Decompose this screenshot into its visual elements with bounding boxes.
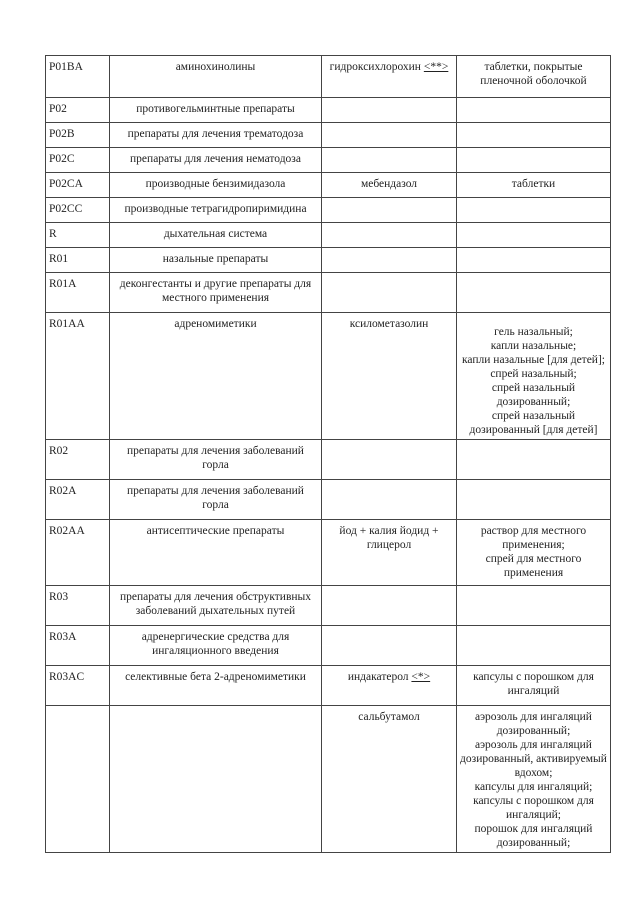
drug-name-cell: йод + калия йодид + глицерол [322, 520, 457, 586]
table-row [46, 173, 611, 198]
footnote-reference: <**> [423, 61, 449, 73]
table-row [46, 706, 611, 853]
group-name-cell: препараты для лечения трематодоза [110, 123, 322, 148]
drug-registry-table [45, 55, 611, 853]
table-row [46, 586, 611, 626]
atc-code-cell: P02C [46, 148, 110, 173]
dosage-form-cell [457, 273, 611, 313]
group-name-cell [110, 706, 322, 853]
group-name-cell: препараты для лечения заболеваний горла [110, 480, 322, 520]
drug-name-cell [322, 56, 457, 98]
group-name-cell: деконгестанты и другие препараты для местного применения [110, 273, 322, 313]
dosage-form-cell [457, 123, 611, 148]
drug-name-cell [322, 273, 457, 313]
atc-code-cell: R03AC [46, 666, 110, 706]
group-name-cell: антисептические препараты [110, 520, 322, 586]
dosage-form-cell [457, 148, 611, 173]
dosage-form-cell [457, 586, 611, 626]
group-name-cell: селективные бета 2-адреномиметики [110, 666, 322, 706]
group-name-cell: препараты для лечения заболеваний горла [110, 440, 322, 480]
dosage-form-cell [457, 223, 611, 248]
group-name-cell: адреномиметики [110, 313, 322, 440]
atc-code-cell: R03 [46, 586, 110, 626]
atc-code-cell: P02B [46, 123, 110, 148]
footnote-reference: <*> [411, 671, 431, 683]
drug-name-cell [322, 123, 457, 148]
group-name-cell: препараты для лечения обструктивных заболеваний дыхательных путей [110, 586, 322, 626]
atc-code-cell: P02CC [46, 198, 110, 223]
atc-code-cell: R02 [46, 440, 110, 480]
dosage-form-cell: таблетки [457, 173, 611, 198]
atc-code-cell: R02A [46, 480, 110, 520]
dosage-form-cell: раствор для местного применения; спрей для местного применения [457, 520, 611, 586]
table-row [46, 440, 611, 480]
drug-name-cell [322, 248, 457, 273]
drug-name: гидроксихлорохин [329, 61, 421, 73]
atc-code-cell: R01A [46, 273, 110, 313]
table-row [46, 666, 611, 706]
group-name-cell: адренергические средства для ингаляционного введения [110, 626, 322, 666]
table-row [46, 480, 611, 520]
table-row [46, 123, 611, 148]
table-row [46, 248, 611, 273]
drug-name: индакатерол [347, 671, 409, 683]
dosage-form-cell [457, 248, 611, 273]
drug-name-cell [322, 626, 457, 666]
drug-name-cell [322, 440, 457, 480]
drug-name-cell [322, 666, 457, 706]
dosage-form-cell [457, 626, 611, 666]
dosage-form-cell: гель назальный; капли назальные; капли назальные [для детей]; спрей назальный; спрей назальный дозированный; спрей назальный дозированный [для детей] [457, 313, 611, 440]
atc-code-cell: R01AA [46, 313, 110, 440]
dosage-form-cell [457, 440, 611, 480]
atc-code-cell: R [46, 223, 110, 248]
table-row [46, 148, 611, 173]
atc-code-cell: R01 [46, 248, 110, 273]
drug-name-cell [322, 586, 457, 626]
atc-code-cell: P01BA [46, 56, 110, 98]
table-row [46, 98, 611, 123]
group-name-cell: назальные препараты [110, 248, 322, 273]
atc-code-cell: R02AA [46, 520, 110, 586]
table-row [46, 198, 611, 223]
dosage-form-cell [457, 98, 611, 123]
dosage-form-cell: аэрозоль для ингаляций дозированный; аэрозоль для ингаляций дозированный, активируемый вдохом; капсулы для ингаляций; капсулы с порошком для ингаляций; порошок для ингаляций дозированный; [457, 706, 611, 853]
drug-name-cell [322, 198, 457, 223]
drug-name-cell [322, 223, 457, 248]
dosage-form-cell [457, 198, 611, 223]
atc-code-cell: R03A [46, 626, 110, 666]
drug-name-cell [322, 480, 457, 520]
atc-code-cell: P02 [46, 98, 110, 123]
group-name-cell: препараты для лечения нематодоза [110, 148, 322, 173]
table-row [46, 56, 611, 98]
atc-code-cell: P02CA [46, 173, 110, 198]
atc-code-cell [46, 706, 110, 853]
table-row [46, 313, 611, 440]
table-row [46, 273, 611, 313]
dosage-form-cell [457, 480, 611, 520]
table-row [46, 223, 611, 248]
group-name-cell: аминохинолины [110, 56, 322, 98]
dosage-form-cell: капсулы с порошком для ингаляций [457, 666, 611, 706]
drug-name-cell [322, 98, 457, 123]
drug-name-cell [322, 148, 457, 173]
group-name-cell: производные бензимидазола [110, 173, 322, 198]
group-name-cell: производные тетрагидропиримидина [110, 198, 322, 223]
drug-name-cell: ксилометазолин [322, 313, 457, 440]
group-name-cell: дыхательная система [110, 223, 322, 248]
table-row [46, 520, 611, 586]
group-name-cell: противогельминтные препараты [110, 98, 322, 123]
table-row [46, 626, 611, 666]
dosage-form-cell: таблетки, покрытые пленочной оболочкой [457, 56, 611, 98]
drug-name-cell: сальбутамол [322, 706, 457, 853]
drug-name-cell: мебендазол [322, 173, 457, 198]
